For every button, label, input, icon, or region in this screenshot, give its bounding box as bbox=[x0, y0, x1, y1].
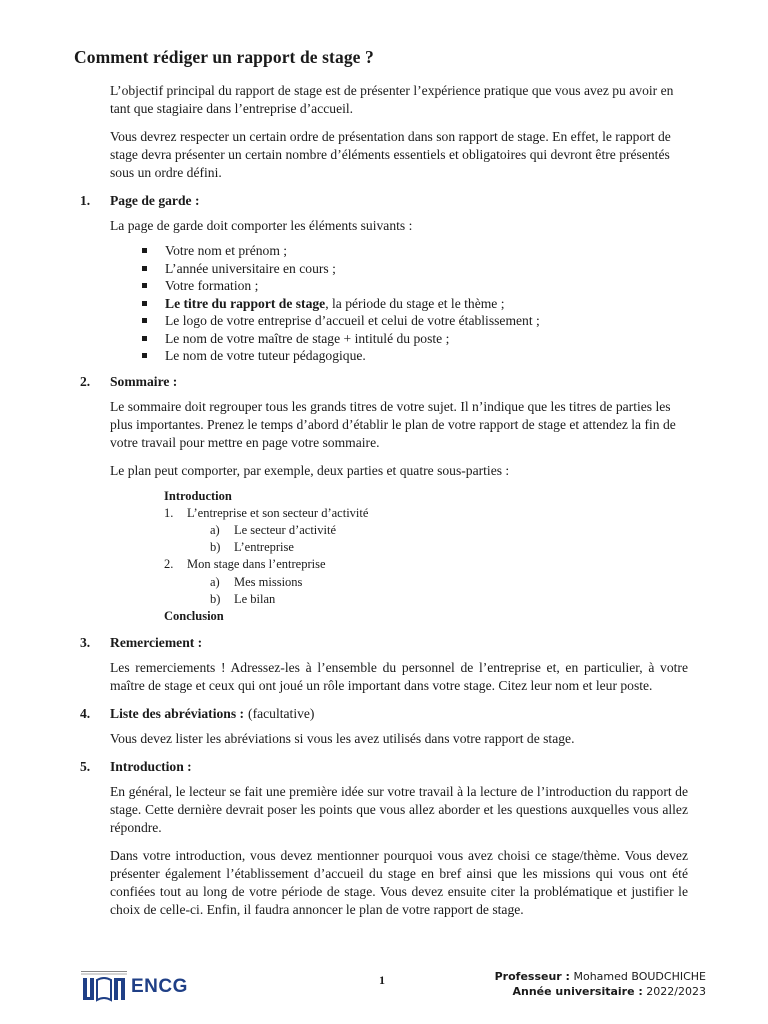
plan-subpart bbox=[210, 539, 688, 556]
section-5-paragraph-1: En général, le lecteur se fait une première idée sur votre travail à la lecture de l’introduction du rapport de stage. Cette dernière devrait poser les points que vous allez aborder et les questions auxquelles vous allez répondre. bbox=[110, 784, 688, 836]
section-number: 2. bbox=[80, 373, 91, 389]
list-item: L’année universitaire en cours ; bbox=[140, 260, 688, 278]
section-number: 1. bbox=[80, 193, 91, 208]
section-3-paragraph: Les remerciements ! Adressez-les à l’ensemble du personnel de l’entreprise et, en particulier, à votre maître de stage et ceux qui ont joué un rôle important dans votre stage. Citez leur nom et leur poste. bbox=[110, 660, 688, 694]
section-4-paragraph: Vous devez lister les abréviations si vous les avez utilisés dans votre rapport de stage. bbox=[110, 731, 575, 747]
academic-year-label: Année universitaire : bbox=[512, 985, 643, 998]
section-title: Page de garde : bbox=[110, 193, 200, 208]
encg-logo bbox=[80, 971, 188, 1003]
list-item bbox=[140, 295, 688, 313]
plan-part-label: L’entreprise et son secteur d’activité bbox=[187, 505, 369, 520]
professor-name: Mohamed BOUDCHICHE bbox=[573, 970, 706, 983]
academic-year: 2022/2023 bbox=[646, 985, 706, 998]
plan-part-label: Mon stage dans l’entreprise bbox=[187, 557, 326, 572]
section-2-paragraph-2: Le plan peut comporter, par exemple, deux parties et quatre sous-parties : bbox=[110, 462, 510, 478]
plan-subpart bbox=[210, 591, 688, 608]
page-footer bbox=[0, 965, 768, 1015]
section-title: Sommaire : bbox=[110, 373, 178, 389]
intro-paragraph-2: Vous devrez respecter un certain ordre de présentation dans son rapport de stage. En effet, le rapport de stage devra présenter un certain nombre d’éléments essentiels et obligatoires qui devront être présentés sous un ordre défini. bbox=[110, 129, 671, 180]
section-heading-sommaire bbox=[80, 373, 688, 391]
list-item: Le logo de votre entreprise d’accueil et celui de votre établissement ; bbox=[140, 312, 688, 330]
academic-year-line bbox=[495, 984, 706, 999]
section-title: Liste des abréviations : bbox=[110, 706, 245, 722]
plan-subpart-letter: b) bbox=[210, 540, 221, 555]
plan-part bbox=[164, 556, 688, 573]
list-item: Le nom de votre maître de stage + intitulé du poste ; bbox=[140, 330, 688, 348]
plan-subpart-label: L’entreprise bbox=[234, 540, 294, 555]
page-title: Comment rédiger un rapport de stage ? bbox=[74, 47, 374, 67]
plan-part-number: 2. bbox=[164, 557, 174, 572]
section-title-note: (facultative) bbox=[248, 706, 315, 722]
section-title: Remerciement : bbox=[110, 635, 203, 651]
plan-subpart-label: Le bilan bbox=[234, 591, 276, 606]
section-heading-introduction bbox=[80, 758, 688, 776]
cover-page-elements-list bbox=[140, 242, 688, 365]
list-item: Votre formation ; bbox=[140, 277, 688, 295]
list-item-strong: Le titre du rapport de stage bbox=[165, 295, 326, 311]
section-number: 5. bbox=[80, 759, 91, 775]
section-heading-remerciement bbox=[80, 634, 688, 652]
plan-conclusion: Conclusion bbox=[164, 608, 224, 623]
section-title: Introduction : bbox=[110, 759, 192, 775]
university-emblem-icon bbox=[80, 971, 128, 1003]
plan-subpart bbox=[210, 522, 688, 539]
intro-paragraph-1: L’objectif principal du rapport de stage est de présenter l’expérience pratique que vous avez pu avoir en tant que stagiaire dans l’entreprise d’accueil. bbox=[110, 83, 674, 116]
list-item-rest: , la période du stage et le thème ; bbox=[325, 295, 505, 311]
plan-subpart-letter: b) bbox=[210, 591, 221, 606]
plan-introduction: Introduction bbox=[164, 488, 232, 503]
plan-subpart-label: Mes missions bbox=[234, 574, 303, 589]
section-heading-abreviations bbox=[80, 705, 688, 723]
professor-line bbox=[495, 969, 706, 984]
section-number: 4. bbox=[80, 706, 91, 722]
list-item: Votre nom et prénom ; bbox=[140, 242, 688, 260]
plan-subpart bbox=[210, 574, 688, 591]
plan-part-number: 1. bbox=[164, 505, 174, 520]
professor-label: Professeur : bbox=[494, 970, 570, 983]
plan-part bbox=[164, 505, 688, 522]
page-number: 1 bbox=[379, 973, 385, 987]
section-heading-page-de-garde bbox=[80, 192, 688, 210]
section-1-paragraph: La page de garde doit comporter les éléments suivants : bbox=[110, 218, 413, 233]
logo-text: ENCG bbox=[131, 976, 188, 997]
list-item: Le nom de votre tuteur pédagogique. bbox=[140, 347, 688, 365]
plan-subpart-letter: a) bbox=[210, 522, 220, 537]
document-body bbox=[80, 82, 688, 929]
section-number: 3. bbox=[80, 635, 91, 651]
author-info bbox=[495, 969, 706, 999]
section-2-paragraph-1: Le sommaire doit regrouper tous les grands titres de votre sujet. Il n’indique que les titres de parties les plus importantes. Prenez le temps d’abord d’établir le plan de votre rapport de stage et attendez la fin de votre travail pour mettre en page votre sommaire. bbox=[110, 398, 676, 450]
plan-subpart-label: Le secteur d’activité bbox=[234, 522, 337, 537]
example-plan bbox=[164, 488, 688, 626]
section-5-paragraph-2: Dans votre introduction, vous devez mentionner pourquoi vous avez choisi ce stage/thème. Vous devez présenter également l’établissement d’accueil du stage en bref ainsi que les missions qui vous ont été confiées tout au long de votre période de stage. Vous devez ensuite citer la problématique et justifier le choix de celle-ci. Enfin, il faudra annoncer le plan de votre rapport de stage. bbox=[110, 848, 688, 918]
plan-subpart-letter: a) bbox=[210, 574, 220, 589]
